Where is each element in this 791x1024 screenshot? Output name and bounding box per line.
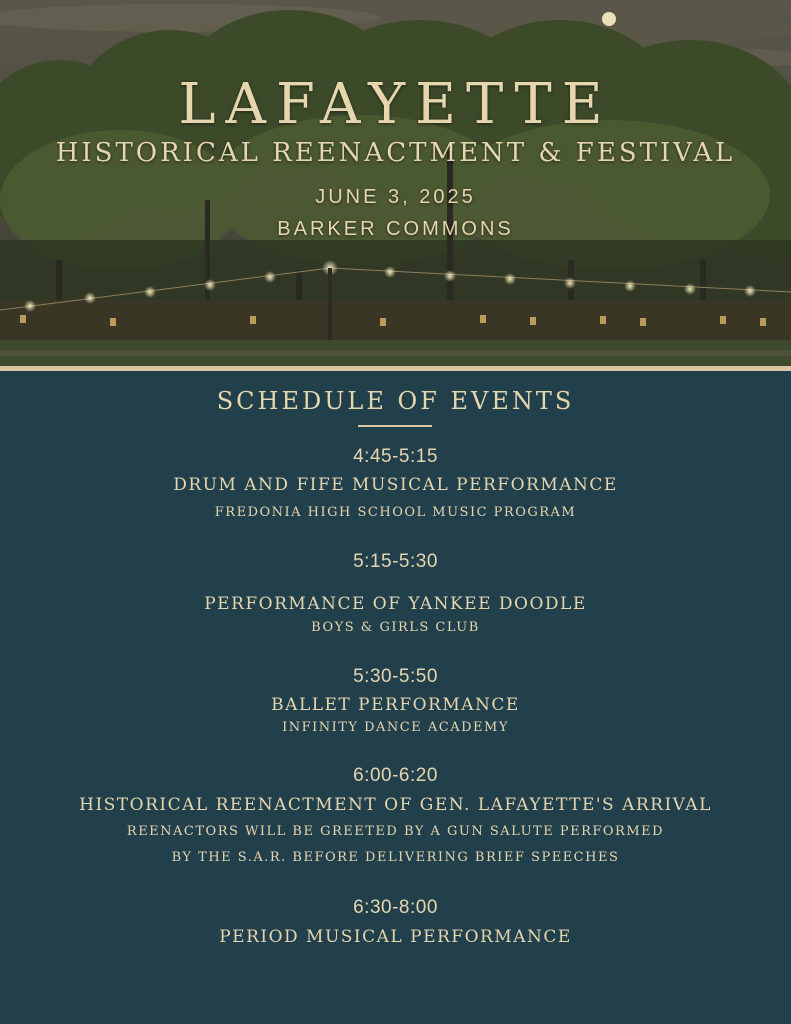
event-name: PERIOD MUSICAL PERFORMANCE <box>219 927 572 947</box>
event-detail: BY THE S.A.R. BEFORE DELIVERING BRIEF SPEECHES <box>171 850 620 865</box>
event-name: DRUM AND FIFE MUSICAL PERFORMANCE <box>173 475 618 495</box>
heading-underline <box>358 425 432 427</box>
event-subtitle: HISTORICAL REENACTMENT & FESTIVAL <box>55 138 736 168</box>
event-detail: BOYS & GIRLS CLUB <box>311 620 480 635</box>
event-name: PERFORMANCE OF YANKEE DOODLE <box>204 594 587 614</box>
hero-image <box>0 0 791 366</box>
event-time: 4:45-5:15 <box>353 446 438 467</box>
event-detail: FREDONIA HIGH SCHOOL MUSIC PROGRAM <box>214 505 577 520</box>
night-park-illustration <box>0 0 791 366</box>
schedule-panel <box>0 371 791 1024</box>
event-time: 5:15-5:30 <box>353 551 438 572</box>
event-title: LAFAYETTE <box>178 72 613 137</box>
event-time: 6:00-6:20 <box>353 765 438 786</box>
event-date: JUNE 3, 2025 <box>315 186 476 208</box>
event-time: 5:30-5:50 <box>353 666 438 687</box>
event-name: BALLET PERFORMANCE <box>271 695 520 715</box>
schedule-heading: SCHEDULE OF EVENTS <box>216 387 575 415</box>
event-venue: BARKER COMMONS <box>277 218 514 240</box>
event-name: HISTORICAL REENACTMENT OF GEN. LAFAYETTE'S ARRIVAL <box>79 795 712 815</box>
moon-icon <box>602 12 616 26</box>
event-detail: INFINITY DANCE ACADEMY <box>282 720 509 735</box>
event-detail: REENACTORS WILL BE GREETED BY A GUN SALUTE PERFORMED <box>126 824 665 839</box>
event-time: 6:30-8:00 <box>353 897 438 918</box>
